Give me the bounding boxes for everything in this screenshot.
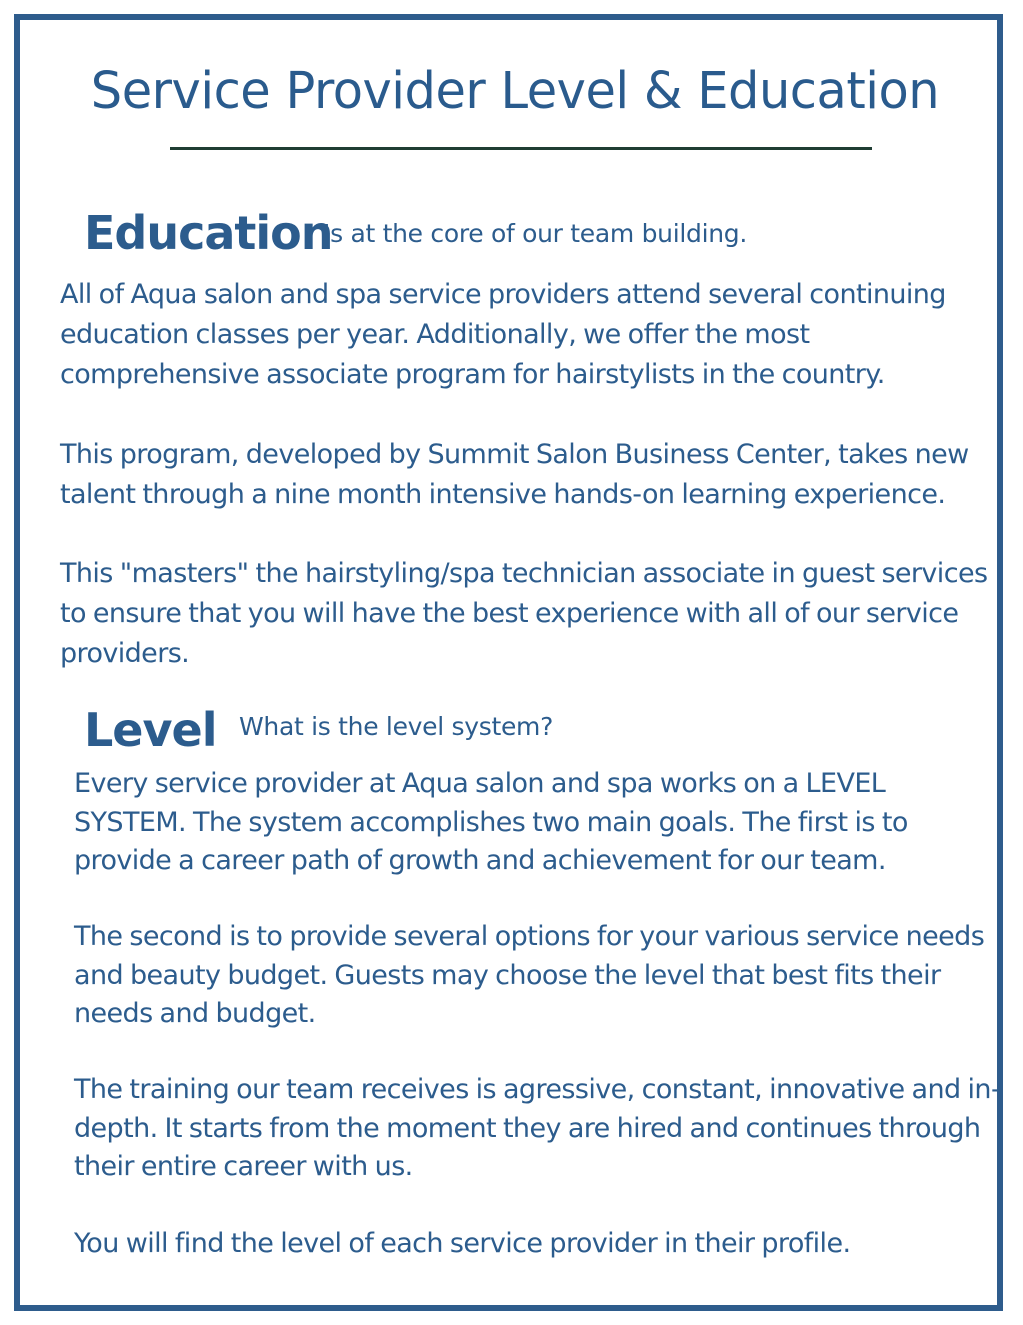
level-subheading: What is the level system? (239, 712, 554, 741)
level-paragraph: Every service provider at Aqua salon and spa works on a LEVEL SYSTEM. The system accomplishes two main goals. The first is to provide a career path of growth and achievement for our team. (74, 768, 908, 876)
education-paragraph: This "masters" the hairstyling/spa technician associate in guest services to ensure that you will have the best experience with all of our service providers. (60, 558, 988, 669)
page-frame (14, 14, 1003, 1311)
education-heading: Education (84, 206, 333, 260)
level-heading: Level (84, 703, 217, 757)
page-title: Service Provider Level & Education (90, 62, 940, 121)
title-divider (170, 147, 872, 150)
level-paragraph: The second is to provide several options for your various service needs and beauty budget. Guests may choose the level that best fits their needs and budget. (74, 921, 985, 1029)
education-paragraph: All of Aqua salon and spa service providers attend several continuing education classes per year. Additionally, we offer the most comprehensive associate program for hairstylists in the country. (60, 279, 946, 390)
level-paragraph: You will find the level of each service provider in their profile. (74, 1228, 851, 1259)
education-subheading: Is at the core of our team building. (323, 219, 747, 248)
education-paragraph: This program, developed by Summit Salon Business Center, takes new talent through a nine month intensive hands-on learning experience. (60, 439, 969, 510)
level-paragraph: The training our team receives is agressive, constant, innovative and in-depth. It starts from the moment they are hired and continues through their entire career with us. (74, 1074, 1001, 1182)
